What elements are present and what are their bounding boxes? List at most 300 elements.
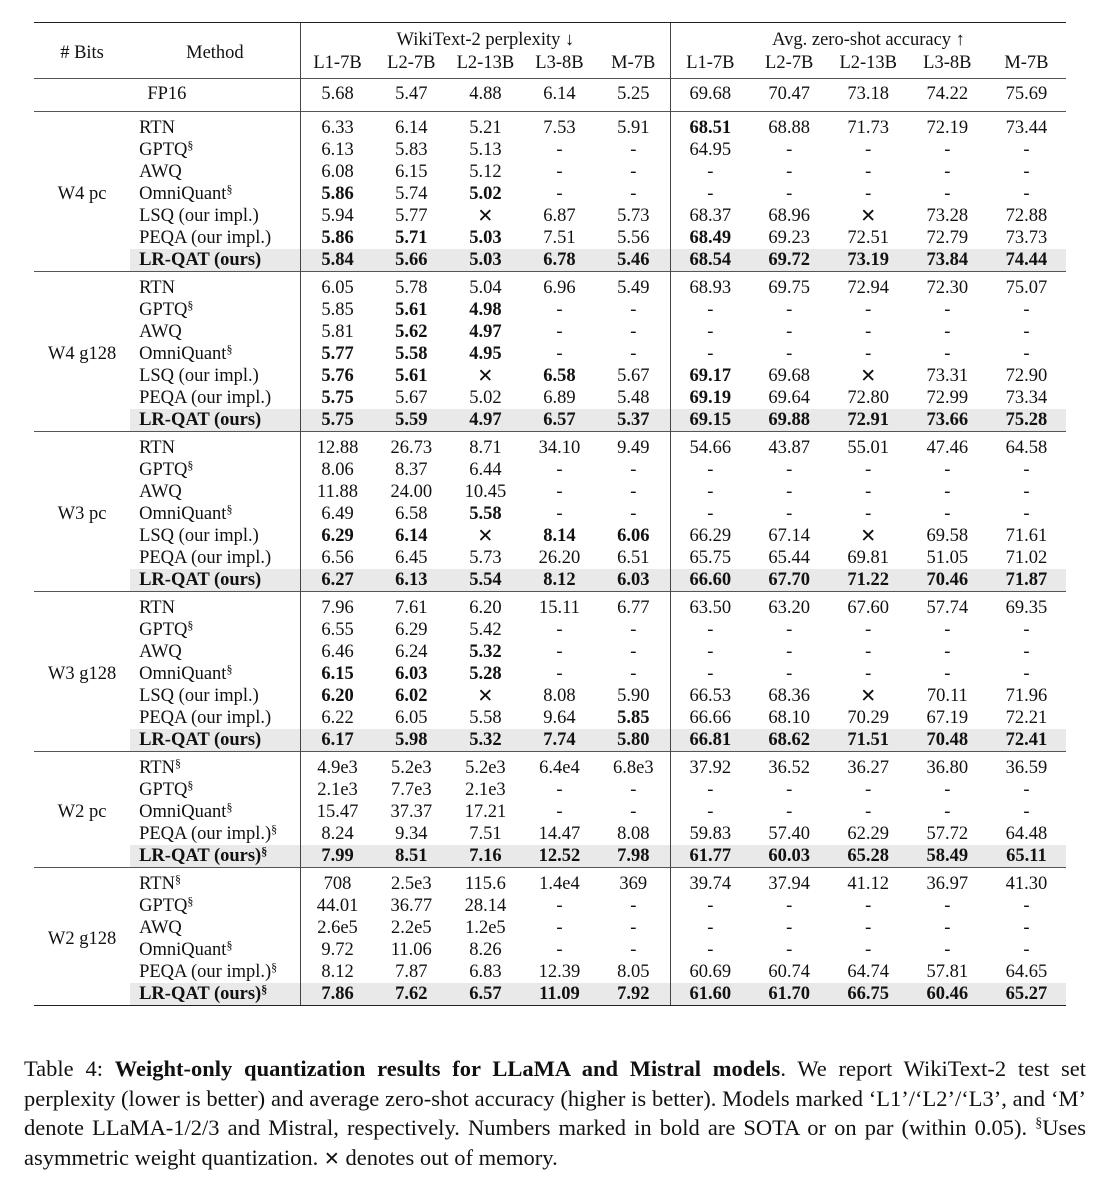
table-cell: -: [630, 504, 637, 524]
method-name: GPTQ: [139, 300, 188, 320]
method-cell: [130, 569, 300, 592]
table-row: [34, 729, 1066, 752]
table-cell: 69.68: [671, 79, 750, 112]
method-cell: [130, 729, 300, 752]
table-cell: 68.62: [750, 729, 829, 752]
method-name: RTN: [139, 758, 175, 778]
bits-label: W3 pc: [34, 432, 130, 592]
method-cell: [130, 685, 300, 707]
method-name: RTN: [139, 438, 175, 458]
table-row: [34, 205, 1066, 227]
table-row: [34, 868, 1066, 896]
method-name: LR-QAT (ours): [139, 570, 262, 590]
method-name: GPTQ: [139, 896, 188, 916]
method-name: AWQ: [139, 482, 182, 502]
header-ppl-l3-8b: L3-8B: [535, 53, 584, 73]
table-cell: -: [630, 940, 637, 960]
table-cell: -: [786, 460, 793, 480]
table-cell: 65.27: [987, 983, 1066, 1006]
table-row: [34, 917, 1066, 939]
table-cell: -: [671, 895, 750, 917]
method-cell: [130, 983, 300, 1006]
table-cell: 2.1e3: [300, 779, 374, 801]
method-name: OmniQuant: [139, 344, 227, 364]
table-cell: 5.13: [469, 140, 502, 160]
table-cell: 5.78: [374, 272, 448, 300]
table-cell: -: [1023, 504, 1030, 524]
table-cell: 66.81: [671, 729, 750, 752]
table-cell: -: [944, 642, 951, 662]
method-cell: [130, 641, 300, 663]
asymmetric-mark: §: [271, 960, 278, 974]
table-cell: 65.28: [829, 845, 908, 868]
table-cell: -: [671, 503, 750, 525]
table-cell: 6.33: [300, 112, 374, 140]
table-cell: 7.61: [374, 592, 448, 620]
header-acc-l1-7b: L1-7B: [671, 52, 750, 79]
table-cell: 5.75: [300, 409, 374, 432]
table-row: [34, 139, 1066, 161]
table-cell: -: [786, 344, 793, 364]
table-cell: 5.47: [374, 79, 448, 112]
table-cell: -: [944, 344, 951, 364]
table-cell: -: [786, 940, 793, 960]
table-cell: 54.66: [671, 432, 750, 460]
table-cell: 5.75: [300, 387, 374, 409]
table-cell: -: [786, 620, 793, 640]
table-cell: -: [865, 140, 872, 160]
asymmetric-mark: §: [174, 872, 181, 886]
table-cell: 73.84: [908, 249, 987, 272]
table-cell: 12.88: [300, 432, 374, 460]
table-row: [34, 895, 1066, 917]
table-cell: 5.71: [395, 228, 428, 248]
table-cell: 65.11: [987, 845, 1066, 868]
method-name: OmniQuant: [139, 940, 227, 960]
table-cell: -: [1023, 184, 1030, 204]
table-cell: -: [786, 300, 793, 320]
table-cell: 66.75: [829, 983, 908, 1006]
table-cell: 68.49: [671, 227, 750, 249]
table-cell: -: [671, 459, 750, 481]
table-cell: 6.24: [395, 642, 428, 662]
table-cell: 73.34: [1005, 388, 1048, 408]
method-cell: [130, 845, 300, 868]
table-row: [34, 779, 1066, 801]
table-cell: -: [556, 162, 563, 182]
table-row: [34, 272, 1066, 300]
table-cell: 5.28: [469, 664, 502, 684]
method-cell: [130, 272, 300, 300]
table-cell: 6.96: [522, 272, 596, 300]
table-cell: -: [630, 162, 637, 182]
table-cell: -: [556, 620, 563, 640]
table-cell: -: [1023, 162, 1030, 182]
header-acc-l3-8b: L3-8B: [923, 53, 972, 73]
bits-label: W2 g128: [34, 868, 130, 1006]
asymmetric-mark: §: [261, 844, 268, 858]
table-cell: 5.81: [300, 321, 374, 343]
table-cell: 5.91: [596, 112, 670, 140]
table-cell: 6.55: [300, 619, 374, 641]
table-cell: 5.84: [300, 249, 374, 272]
table-cell: 36.59: [987, 752, 1066, 780]
table-cell: 73.28: [926, 206, 969, 226]
table-cell: -: [556, 300, 563, 320]
method-cell: [130, 112, 300, 140]
table-cell: -: [786, 482, 793, 502]
caption-text-3: denotes out of memory.: [339, 1144, 558, 1170]
table-cell: 57.74: [908, 592, 987, 620]
table-cell: 36.80: [908, 752, 987, 780]
asymmetric-mark: §: [271, 822, 278, 836]
asymmetric-mark: §: [187, 298, 194, 312]
table-cell: 26.73: [374, 432, 448, 460]
table-cell: 65.44: [768, 548, 810, 568]
table-cell: -: [1023, 460, 1030, 480]
table-cell: 5.2e3: [448, 752, 522, 780]
table-cell: 5.77: [300, 343, 374, 365]
table-cell: 72.19: [908, 112, 987, 140]
table-cell: -: [1023, 780, 1030, 800]
out-of-memory-cross-icon: ✕: [860, 205, 877, 227]
table-cell: -: [1023, 918, 1030, 938]
table-cell: 5.02: [469, 184, 502, 204]
table-cell: 72.90: [1005, 366, 1048, 386]
table-cell: 7.96: [300, 592, 374, 620]
table-cell: 71.73: [829, 112, 908, 140]
table-cell: 24.00: [390, 482, 433, 502]
caption-section-mark: §: [1035, 1116, 1043, 1131]
table-cell: 64.65: [1005, 962, 1048, 982]
table-cell: -: [786, 140, 793, 160]
table-cell: 8.06: [300, 459, 374, 481]
table-row: [34, 299, 1066, 321]
table-row: [34, 801, 1066, 823]
method-cell: [130, 365, 300, 387]
table-cell: 64.58: [987, 432, 1066, 460]
table-cell: 6.20: [448, 592, 522, 620]
method-cell: [130, 481, 300, 503]
table-cell: 67.14: [768, 526, 810, 546]
table-cell: -: [865, 184, 872, 204]
table-cell: 5.77: [395, 206, 428, 226]
table-cell: -: [556, 460, 563, 480]
table-cell: 5.85: [617, 708, 650, 728]
table-cell: -: [944, 504, 951, 524]
out-of-memory-cross-icon: ✕: [477, 525, 494, 547]
method-name: RTN: [139, 598, 175, 618]
table-cell: -: [786, 162, 793, 182]
table-row: [34, 183, 1066, 205]
table-cell: 66.66: [671, 707, 750, 729]
table-cell: 73.18: [829, 79, 908, 112]
table-cell: 67.70: [750, 569, 829, 592]
table-cell: 5.62: [395, 322, 428, 342]
method-cell: [130, 299, 300, 321]
table-cell: -: [671, 801, 750, 823]
table-cell: 5.32: [469, 642, 502, 662]
table-cell: 75.28: [987, 409, 1066, 432]
method-cell: [130, 939, 300, 961]
table-cell: 70.48: [908, 729, 987, 752]
table-cell: 67.60: [829, 592, 908, 620]
method-name: RTN: [139, 118, 175, 138]
method-cell: [130, 619, 300, 641]
table-cell: 69.19: [671, 387, 750, 409]
table-cell: 15.11: [522, 592, 596, 620]
out-of-memory-cross-icon: ✕: [860, 365, 877, 387]
table-row: [34, 961, 1066, 983]
table-cell: 5.67: [617, 366, 650, 386]
table-cell: -: [865, 664, 872, 684]
table-cell: -: [865, 300, 872, 320]
table-cell: 58.49: [908, 845, 987, 868]
method-name: OmniQuant: [139, 504, 227, 524]
table-cell: 74.44: [987, 249, 1066, 272]
table-cell: 5.49: [596, 272, 670, 300]
table-cell: -: [786, 802, 793, 822]
asymmetric-mark: §: [226, 182, 233, 196]
table-cell: 9.49: [596, 432, 670, 460]
table-cell: 5.67: [395, 388, 428, 408]
asymmetric-mark: §: [187, 458, 194, 472]
table-row: [34, 569, 1066, 592]
out-of-memory-cross-icon: ✕: [477, 365, 494, 387]
table-row: [34, 707, 1066, 729]
method-cell: [130, 249, 300, 272]
table-cell: -: [630, 620, 637, 640]
method-name: PEQA (our impl.): [139, 824, 272, 844]
table-cell: 75.07: [987, 272, 1066, 300]
table-cell: 71.87: [987, 569, 1066, 592]
table-cell: 37.92: [671, 752, 750, 780]
table-cell: 6.4e4: [522, 752, 596, 780]
caption-title: Weight-only quantization results for LLaMA and Mistral models: [114, 1056, 781, 1081]
method-name: PEQA (our impl.): [139, 228, 272, 248]
table-cell: -: [556, 918, 563, 938]
table-cell: -: [786, 780, 793, 800]
table-cell: -: [944, 780, 951, 800]
table-cell: 73.73: [1005, 228, 1048, 248]
table-cell: -: [671, 343, 750, 365]
table-cell: 5.86: [300, 227, 374, 249]
table-cell: 5.86: [300, 183, 374, 205]
method-cell: [130, 779, 300, 801]
table-cell: 63.50: [671, 592, 750, 620]
table-row: [34, 823, 1066, 845]
table-row: [34, 525, 1066, 547]
table-cell: 6.46: [300, 641, 374, 663]
table-cell: 6.14: [374, 112, 448, 140]
table-cell: 6.22: [300, 707, 374, 729]
table-cell: 5.32: [448, 729, 522, 752]
table-cell: 8.71: [448, 432, 522, 460]
table-cell: -: [671, 619, 750, 641]
method-name: OmniQuant: [139, 802, 227, 822]
table-cell: 37.94: [750, 868, 829, 896]
table-cell: 115.6: [448, 868, 522, 896]
method-cell: [130, 752, 300, 780]
table-cell: 6.51: [617, 548, 650, 568]
table-cell: 11.88: [300, 481, 374, 503]
table-cell: -: [630, 184, 637, 204]
table-cell: 68.54: [671, 249, 750, 272]
table-cell: 6.03: [395, 664, 428, 684]
table-cell: 4.98: [469, 300, 502, 320]
table-cell: -: [1023, 620, 1030, 640]
table-cell: 62.29: [847, 824, 890, 844]
table-cell: -: [556, 664, 563, 684]
table-cell: 69.17: [671, 365, 750, 387]
table-cell: -: [944, 482, 951, 502]
bits-label: W2 pc: [34, 752, 130, 868]
method-name: AWQ: [139, 162, 182, 182]
table-cell: 8.14: [543, 526, 576, 546]
method-name: LR-QAT (ours): [139, 250, 262, 270]
table-cell: -: [671, 183, 750, 205]
table-cell: 70.29: [847, 708, 890, 728]
table-cell: 6.13: [300, 139, 374, 161]
table-cell: 70.47: [750, 79, 829, 112]
header-acc-l2-13b: L2-13B: [839, 53, 898, 73]
table-cell: -: [630, 322, 637, 342]
table-cell: -: [1023, 642, 1030, 662]
table-cell: -: [630, 140, 637, 160]
header-accuracy-group: Avg. zero-shot accuracy ↑: [671, 23, 1066, 53]
method-cell: [130, 503, 300, 525]
table-row: [34, 845, 1066, 868]
caption-text-1: . We report WikiText-2 test set perplexity (lower is better) and average zero-shot accuracy (higher is better). Models marked ‘L1’/‘L2’/‘L3’, and ‘M’ denote LLaMA-1/2/3 and Mistral, respectively. Numbers marked in bold are SOTA or on par (within 0.05).: [24, 1056, 1086, 1140]
method-cell: [130, 663, 300, 685]
table-cell: 5.61: [395, 300, 428, 320]
table-cell: 36.77: [390, 896, 433, 916]
table-cell: -: [556, 642, 563, 662]
table-cell: -: [944, 140, 951, 160]
table-cell: -: [1023, 940, 1030, 960]
table-cell: 6.57: [522, 409, 596, 432]
table-cell: -: [944, 322, 951, 342]
table-cell: 5.73: [617, 206, 650, 226]
table-cell: 6.15: [395, 162, 428, 182]
table-cell: 75.69: [987, 79, 1066, 112]
table-cell: 69.81: [847, 548, 890, 568]
table-cell: -: [1023, 482, 1030, 502]
method-name: PEQA (our impl.): [139, 548, 272, 568]
table-cell: 7.98: [596, 845, 670, 868]
method-cell: [130, 547, 300, 569]
table-cell: 69.88: [750, 409, 829, 432]
table-cell: -: [944, 460, 951, 480]
method-name: GPTQ: [139, 140, 188, 160]
method-cell: [130, 823, 300, 845]
table-cell: 4.95: [469, 344, 502, 364]
table-cell: 73.19: [829, 249, 908, 272]
method-name: LR-QAT (ours): [139, 984, 262, 1004]
table-cell: 5.54: [448, 569, 522, 592]
table-cell: -: [630, 664, 637, 684]
table-cell: 71.96: [1005, 686, 1048, 706]
table-cell: 5.48: [617, 388, 650, 408]
table-cell: 6.77: [596, 592, 670, 620]
results-table: [34, 22, 1066, 1006]
table-cell: 41.30: [987, 868, 1066, 896]
method-name: LR-QAT (ours): [139, 846, 262, 866]
table-cell: 5.2e3: [374, 752, 448, 780]
method-name: GPTQ: [139, 620, 188, 640]
table-cell: 39.74: [671, 868, 750, 896]
table-cell: 6.17: [300, 729, 374, 752]
table-cell: 6.8e3: [596, 752, 670, 780]
table-cell: 57.40: [768, 824, 810, 844]
method-cell: [130, 343, 300, 365]
table-cell: 12.39: [538, 962, 581, 982]
table-cell: -: [865, 642, 872, 662]
table-cell: 6.02: [395, 686, 428, 706]
table-cell: 68.37: [671, 205, 750, 227]
table-cell: -: [556, 344, 563, 364]
table-cell: 69.35: [987, 592, 1066, 620]
table-cell: 68.10: [768, 708, 810, 728]
method-cell: [130, 321, 300, 343]
table-cell: 6.06: [617, 526, 650, 546]
table-cell: 5.25: [596, 79, 670, 112]
table-cell: 60.69: [671, 961, 750, 983]
method-cell: [130, 183, 300, 205]
table-cell: 69.23: [768, 228, 810, 248]
caption-text-2: Uses asymmetric weight quantization.: [24, 1115, 1086, 1170]
method-cell: [130, 961, 300, 983]
table-cell: 8.37: [395, 460, 428, 480]
table-cell: -: [865, 620, 872, 640]
table-cell: 60.46: [908, 983, 987, 1006]
method-cell: [130, 592, 300, 620]
method-name: LSQ (our impl.): [139, 366, 259, 386]
table-cell: 7.99: [300, 845, 374, 868]
table-cell: 5.94: [300, 205, 374, 227]
asymmetric-mark: §: [187, 778, 194, 792]
table-row: [34, 249, 1066, 272]
table-cell: 6.14: [395, 526, 428, 546]
table-cell: 10.45: [464, 482, 507, 502]
table-cell: 7.16: [448, 845, 522, 868]
table-cell: -: [1023, 300, 1030, 320]
table-cell: -: [944, 802, 951, 822]
method-name: LR-QAT (ours): [139, 730, 262, 750]
asymmetric-mark: §: [226, 342, 233, 356]
table-cell: -: [1023, 344, 1030, 364]
asymmetric-mark: §: [187, 618, 194, 632]
table-row: [34, 503, 1066, 525]
bits-label: W3 g128: [34, 592, 130, 752]
table-cell: 5.68: [300, 79, 374, 112]
table-cell: 47.46: [908, 432, 987, 460]
table-cell: -: [671, 939, 750, 961]
table-cell: 68.93: [671, 272, 750, 300]
table-cell: 7.86: [300, 983, 374, 1006]
table-cell: 6.58: [543, 366, 576, 386]
table-cell: -: [556, 504, 563, 524]
table-cell: 72.99: [926, 388, 969, 408]
table-cell: -: [630, 780, 637, 800]
fp16-row: [34, 79, 1066, 112]
table-cell: -: [865, 896, 872, 916]
table-cell: 5.58: [395, 344, 428, 364]
table-cell: 6.78: [522, 249, 596, 272]
table-cell: 72.79: [926, 228, 969, 248]
table-row: [34, 343, 1066, 365]
table-row: [34, 409, 1066, 432]
